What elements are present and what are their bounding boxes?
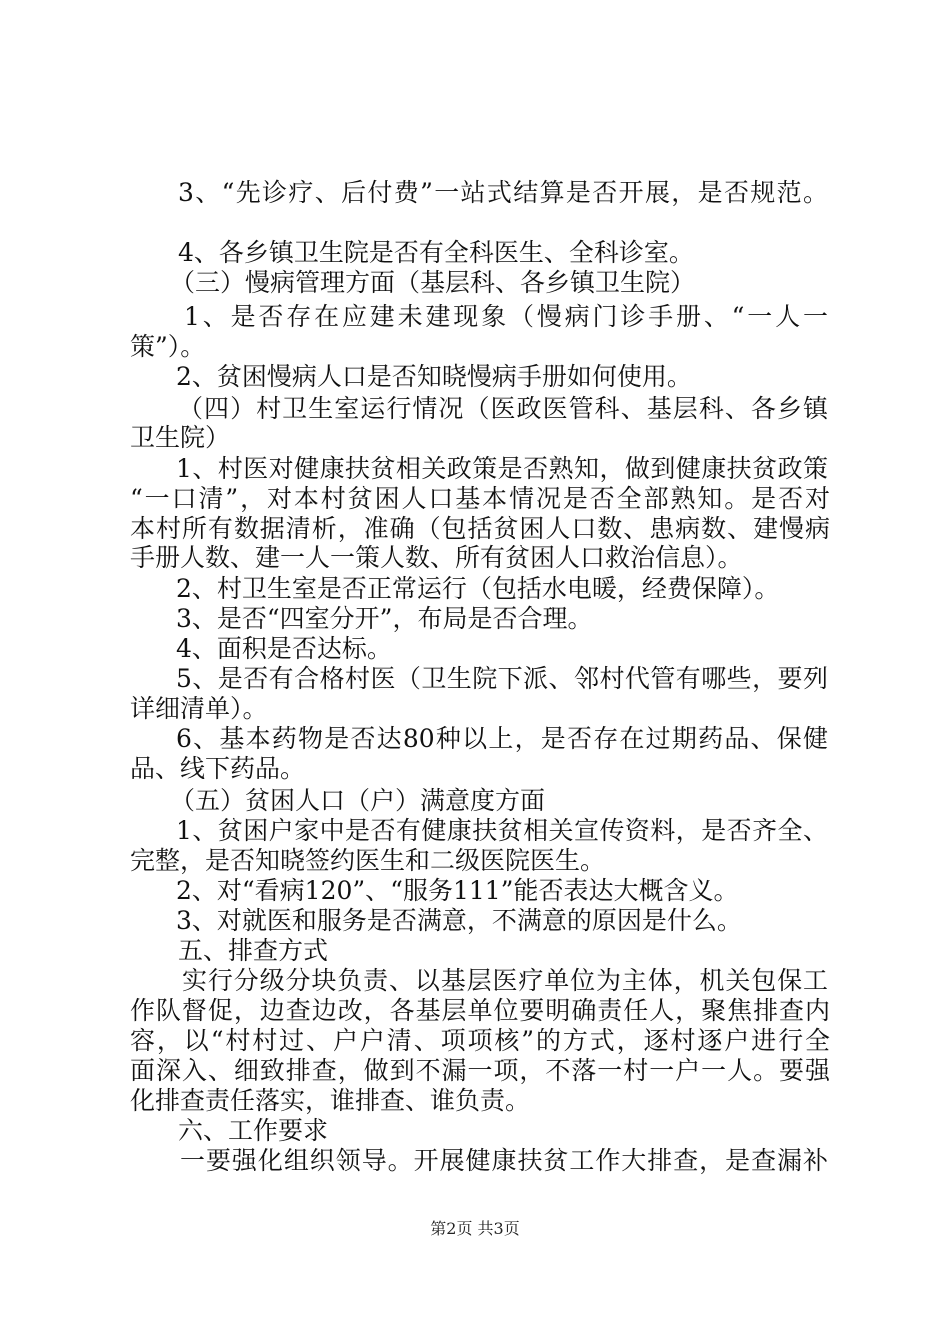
text-line: 5、是否有合格村医（卫生院下派、邻村代管有哪些，要列 [176, 664, 828, 693]
text-line: 本村所有数据清析，准确（包括贫困人口数、患病数、建慢病 [130, 514, 830, 543]
text-line: 完整，是否知晓签约医生和二级医院医生。 [130, 846, 606, 875]
text-line: 策”）。 [130, 332, 206, 361]
text-line: 3、是否“四室分开”，布局是否合理。 [176, 604, 593, 633]
text-line: 作队督促，边查边改，各基层单位要明确责任人，聚焦排查内 [130, 996, 830, 1025]
section-heading: （四）村卫生室运行情况（医政医管科、基层科、各乡镇 [178, 394, 828, 423]
text-line: 实行分级分块负责、以基层医疗单位为主体，机关包保工 [182, 966, 828, 995]
text-line: 容，以“村村过、户户清、项项核”的方式，逐村逐户进行全 [130, 1026, 830, 1055]
text-line: 1、是否存在应建未建现象（慢病门诊手册、“一人一 [184, 302, 828, 331]
text-line: 一要强化组织领导。开展健康扶贫工作大排查，是查漏补 [180, 1146, 828, 1175]
text-line: 2、村卫生室是否正常运行（包括水电暖，经费保障）。 [176, 574, 780, 603]
text-line: 6、基本药物是否达80种以上，是否存在过期药品、保健 [176, 724, 828, 753]
section-heading: （五）贫困人口（户）满意度方面 [170, 786, 546, 815]
text-line: 1、村医对健康扶贫相关政策是否熟知，做到健康扶贫政策 [176, 454, 828, 483]
section-heading: 六、工作要求 [178, 1116, 329, 1145]
text-line: 2、对“看病120”、“服务111”能否表达大概含义。 [176, 876, 739, 905]
text-line: 手册人数、建一人一策人数、所有贫困人口救治信息）。 [130, 543, 743, 572]
text-line: 1、贫困户家中是否有健康扶贫相关宣传资料，是否齐全、 [176, 816, 828, 845]
text-line: 详细清单）。 [130, 694, 268, 723]
page-number-footer: 第2页 共3页 [430, 1219, 520, 1238]
text-line: 面深入、细致排查，做到不漏一项，不落一村一户一人。要强 [130, 1056, 830, 1085]
text-line: 品、线下药品。 [130, 754, 306, 783]
text-line: 化排查责任落实，谁排查、谁负责。 [130, 1086, 531, 1115]
text-line: “一口清”，对本村贫困人口基本情况是否全部熟知。是否对 [130, 484, 830, 513]
text-line: 3、对就医和服务是否满意，不满意的原因是什么。 [176, 906, 742, 935]
text-line: 4、面积是否达标。 [176, 634, 392, 663]
text-line: 卫生院） [130, 423, 231, 452]
section-heading: （三）慢病管理方面（基层科、各乡镇卫生院） [170, 268, 696, 297]
text-line: 3、“先诊疗、后付费”一站式结算是否开展，是否规范。 [178, 178, 828, 207]
text-line: 2、贫困慢病人口是否知晓慢病手册如何使用。 [176, 362, 692, 391]
text-line: 4、各乡镇卫生院是否有全科医生、全科诊室。 [178, 238, 694, 267]
section-heading: 五、排查方式 [178, 936, 329, 965]
